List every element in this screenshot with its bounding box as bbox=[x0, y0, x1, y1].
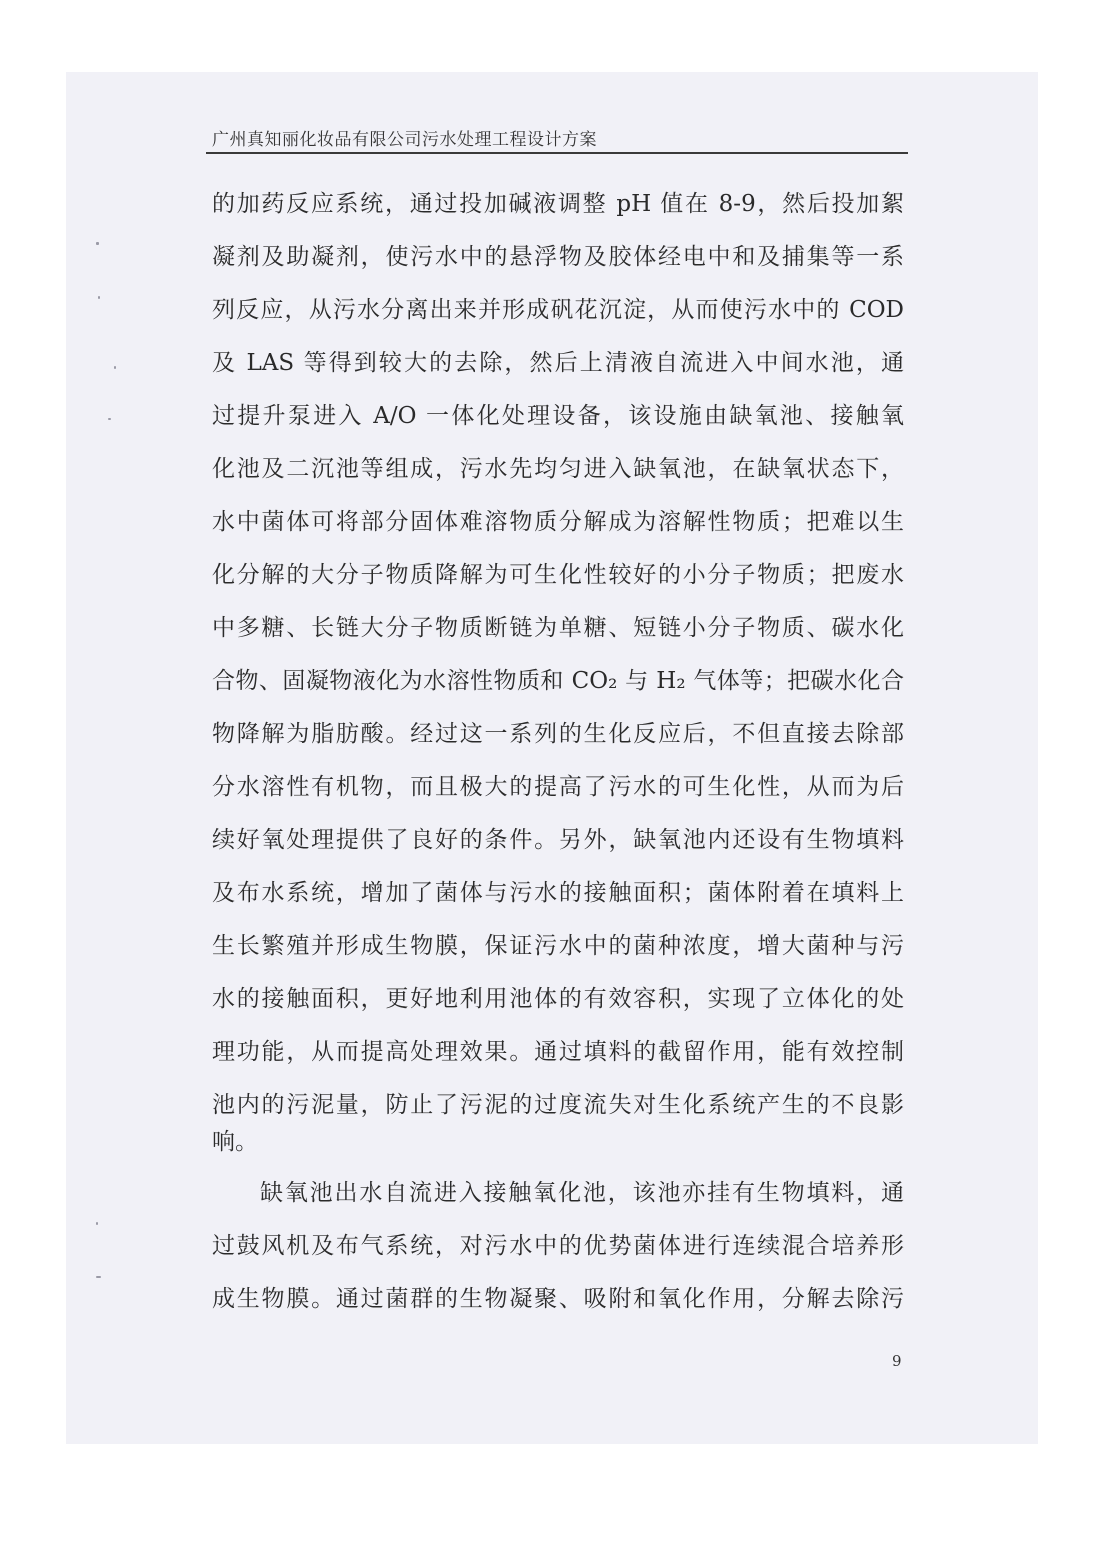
text-line: 缺氧池出水自流进入接触氧化池，该池亦挂有生物填料，通 bbox=[260, 1180, 904, 1206]
page-number: 9 bbox=[892, 1352, 902, 1370]
text-line: 凝剂及助凝剂，使污水中的悬浮物及胶体经电中和及捕集等一系 bbox=[212, 244, 904, 270]
text-line: 及布水系统，增加了菌体与污水的接触面积；菌体附着在填料上 bbox=[212, 880, 904, 906]
text-line: 合物、固凝物液化为水溶性物质和 CO₂ 与 H₂ 气体等；把碳水化合 bbox=[212, 668, 904, 694]
text-line: 过提升泵进入 A/O 一体化处理设备，该设施由缺氧池、接触氧 bbox=[212, 403, 904, 429]
text-line: 水的接触面积，更好地利用池体的有效容积，实现了立体化的处 bbox=[212, 986, 904, 1012]
scan-speck bbox=[96, 1276, 101, 1278]
text-line: 中多糖、长链大分子物质断链为单糖、短链小分子物质、碳水化 bbox=[212, 615, 904, 641]
text-line: 生长繁殖并形成生物膜，保证污水中的菌种浓度，增大菌种与污 bbox=[212, 933, 904, 959]
text-line: 理功能，从而提高处理效果。通过填料的截留作用，能有效控制 bbox=[212, 1039, 904, 1065]
text-line: 及 LAS 等得到较大的去除，然后上清液自流进入中间水池，通 bbox=[212, 350, 904, 376]
text-line: 池内的污泥量，防止了污泥的过度流失对生化系统产生的不良影 bbox=[212, 1092, 904, 1118]
text-line: 化池及二沉池等组成，污水先均匀进入缺氧池，在缺氧状态下， bbox=[212, 456, 904, 482]
scan-speck bbox=[96, 242, 99, 245]
scan-speck bbox=[98, 296, 100, 299]
text-line: 成生物膜。通过菌群的生物凝聚、吸附和氧化作用，分解去除污 bbox=[212, 1286, 904, 1312]
scan-speck bbox=[108, 418, 111, 420]
scan-speck bbox=[96, 1222, 98, 1225]
scan-speck bbox=[114, 366, 116, 369]
header-rule bbox=[206, 152, 908, 154]
text-line: 响。 bbox=[212, 1129, 258, 1155]
text-line: 列反应，从污水分离出来并形成矾花沉淀，从而使污水中的 COD bbox=[212, 297, 904, 323]
text-line: 物降解为脂肪酸。经过这一系列的生化反应后，不但直接去除部 bbox=[212, 721, 904, 747]
text-line: 过鼓风机及布气系统，对污水中的优势菌体进行连续混合培养形 bbox=[212, 1233, 904, 1259]
document-header: 广州真知丽化妆品有限公司污水处理工程设计方案 bbox=[212, 130, 597, 150]
text-line: 水中菌体可将部分固体难溶物质分解成为溶解性物质；把难以生 bbox=[212, 509, 904, 535]
text-line: 分水溶性有机物，而且极大的提高了污水的可生化性，从而为后 bbox=[212, 774, 904, 800]
text-line: 化分解的大分子物质降解为可生化性较好的小分子物质；把废水 bbox=[212, 562, 904, 588]
text-line: 续好氧处理提供了良好的条件。另外，缺氧池内还设有生物填料 bbox=[212, 827, 904, 853]
text-line: 的加药反应系统，通过投加碱液调整 pH 值在 8-9，然后投加絮 bbox=[212, 191, 904, 217]
